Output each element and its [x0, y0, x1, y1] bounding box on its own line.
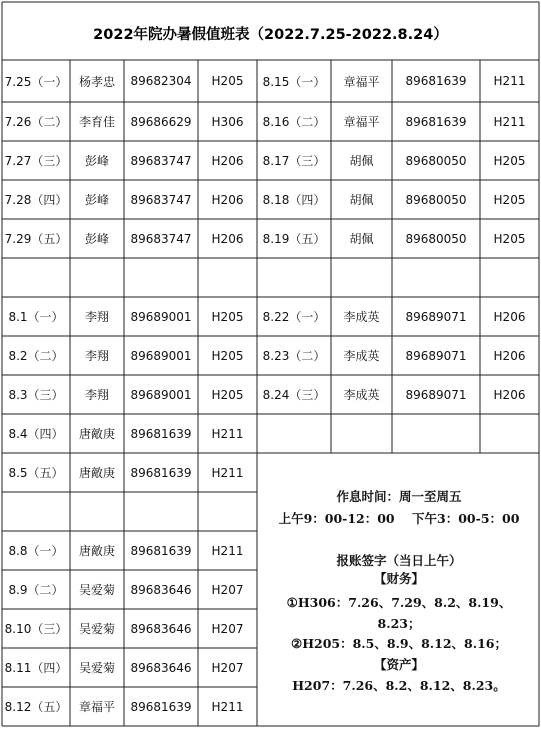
left-date-cell: 8.1（一） [8, 310, 64, 324]
right-room-cell [480, 414, 539, 453]
note-line: 【财务】 [373, 571, 424, 586]
left-name-cell: 吴爱菊 [78, 622, 115, 636]
note-line: 作息时间：周一至周五 [336, 489, 462, 504]
left-name-cell: 李翔 [84, 349, 109, 363]
left-date-cell: 7.25（一） [4, 74, 68, 89]
left-date-cell: 8.9（二） [8, 583, 64, 597]
left-phone-cell: 89689001 [130, 309, 192, 324]
left-room-cell: H207 [211, 582, 244, 597]
left-phone-cell: 89686629 [130, 114, 192, 129]
left-name-cell: 吴爱菊 [78, 661, 115, 675]
left-room-cell: H206 [211, 231, 244, 246]
right-phone-cell [392, 258, 480, 297]
right-name-cell: 李成英 [343, 349, 380, 363]
right-date-cell: 8.23（二） [262, 349, 326, 363]
left-room-cell: H211 [211, 426, 244, 441]
note-line: 【资产】 [373, 657, 424, 672]
right-phone-cell: 89680050 [405, 192, 467, 207]
left-name-cell: 唐敵庚 [78, 544, 115, 558]
left-name-cell: 彭峰 [84, 154, 109, 168]
note-line: 报账签字（当日上午） [336, 553, 462, 568]
right-date-cell [257, 414, 331, 453]
left-date-cell: 7.26（二） [4, 115, 68, 129]
right-name-cell: 章福平 [343, 74, 380, 89]
right-phone-cell: 89689071 [405, 309, 467, 324]
note-line: ①H306：7.26、7.29、8.2、8.19、 [286, 595, 512, 610]
left-name-cell: 唐敵庚 [78, 427, 115, 441]
right-name-cell: 胡佩 [349, 154, 374, 168]
left-date-cell [2, 258, 70, 297]
right-room-cell: H211 [493, 74, 526, 88]
right-date-cell: 8.15（一） [262, 74, 326, 89]
left-date-cell: 7.27（三） [4, 154, 68, 168]
right-date-cell: 8.16（二） [262, 115, 326, 129]
right-phone-cell: 89681639 [405, 74, 467, 88]
left-room-cell: H211 [211, 699, 244, 714]
right-room-cell: H205 [493, 231, 526, 246]
left-name-cell: 吴爱菊 [78, 583, 115, 597]
left-date-cell: 8.8（一） [8, 544, 64, 558]
right-name-cell [331, 258, 392, 297]
left-room-cell: H207 [211, 660, 244, 675]
left-phone-cell: 89681639 [130, 426, 192, 441]
left-room-cell: H207 [211, 621, 244, 636]
left-date-cell: 7.28（四） [4, 193, 68, 207]
right-date-cell: 8.17（三） [262, 154, 326, 168]
left-phone-cell: 89683747 [130, 153, 192, 168]
left-phone-cell: 89689001 [130, 387, 192, 402]
left-name-cell: 章福平 [78, 700, 115, 714]
left-phone-cell [124, 258, 198, 297]
note-line: H207：7.26、8.2、8.12、8.23。 [292, 678, 506, 693]
right-date-cell: 8.19（五） [262, 232, 326, 246]
right-phone-cell: 89681639 [405, 114, 467, 129]
right-room-cell: H205 [493, 153, 526, 168]
left-phone-cell: 89683646 [130, 660, 192, 675]
left-phone-cell [124, 492, 198, 531]
right-phone-cell: 89680050 [405, 153, 467, 168]
right-date-cell [257, 258, 331, 297]
note-line: ②H205：8.5、8.9、8.12、8.16； [291, 636, 507, 651]
right-phone-cell: 89689071 [405, 387, 467, 402]
note-line: 8.23； [377, 616, 421, 631]
right-room-cell: H205 [493, 192, 526, 207]
left-date-cell: 8.12（五） [4, 700, 68, 714]
right-phone-cell: 89689071 [405, 348, 467, 363]
left-date-cell: 8.10（三） [4, 622, 68, 636]
right-name-cell: 胡佩 [349, 232, 374, 246]
right-date-cell: 8.24（三） [262, 388, 326, 402]
right-name-cell: 胡佩 [349, 193, 374, 207]
left-name-cell: 彭峰 [84, 232, 109, 246]
left-name-cell: 唐敵庚 [78, 466, 115, 480]
right-phone-cell [392, 414, 480, 453]
left-room-cell: H205 [211, 348, 244, 363]
right-room-cell: H206 [493, 348, 526, 363]
left-phone-cell: 89681639 [130, 543, 192, 558]
left-phone-cell: 89683747 [130, 192, 192, 207]
left-room-cell [198, 258, 257, 297]
left-name-cell: 李育佳 [78, 115, 115, 129]
right-room-cell: H206 [493, 309, 526, 324]
left-phone-cell: 89681639 [130, 699, 192, 714]
left-phone-cell: 89683747 [130, 231, 192, 246]
left-date-cell: 7.29（五） [4, 232, 68, 246]
right-room-cell [480, 258, 539, 297]
left-date-cell: 8.11（四） [4, 661, 68, 675]
page-title: 2022年院办暑假值班表（2022.7.25-2022.8.24） [93, 26, 448, 43]
right-room-cell: H211 [493, 114, 526, 129]
left-room-cell: H205 [211, 387, 244, 402]
left-name-cell [70, 258, 124, 297]
right-name-cell: 李成英 [343, 388, 380, 402]
left-phone-cell: 89683646 [130, 582, 192, 597]
right-date-cell: 8.22（一） [262, 310, 326, 324]
note-line: 上午9：00-12：00 下午3：00-5：00 [278, 511, 520, 526]
left-room-cell: H205 [211, 309, 244, 324]
left-room-cell: H206 [211, 153, 244, 168]
left-name-cell [70, 492, 124, 531]
left-phone-cell: 89681639 [130, 465, 192, 480]
right-name-cell: 章福平 [343, 115, 380, 129]
note-line [257, 530, 541, 550]
right-name-cell [331, 414, 392, 453]
left-room-cell [198, 492, 257, 531]
right-room-cell: H206 [493, 387, 526, 402]
left-room-cell: H206 [211, 192, 244, 207]
left-phone-cell: 89683646 [130, 621, 192, 636]
left-date-cell: 8.2（二） [8, 349, 64, 363]
left-room-cell: H205 [211, 74, 244, 88]
right-name-cell: 李成英 [343, 310, 380, 324]
left-room-cell: H211 [211, 543, 244, 558]
right-phone-cell: 89680050 [405, 231, 467, 246]
left-phone-cell: 89682304 [130, 74, 192, 88]
left-date-cell [2, 492, 70, 531]
left-date-cell: 8.4（四） [8, 427, 64, 441]
left-name-cell: 彭峰 [84, 193, 109, 207]
left-phone-cell: 89689001 [130, 348, 192, 363]
right-date-cell: 8.18（四） [262, 193, 326, 207]
left-name-cell: 李翔 [84, 310, 109, 324]
left-room-cell: H306 [211, 114, 244, 129]
left-date-cell: 8.3（三） [8, 388, 64, 402]
left-name-cell: 李翔 [84, 388, 109, 402]
left-name-cell: 杨孝忠 [78, 74, 115, 89]
left-date-cell: 8.5（五） [8, 466, 64, 480]
left-room-cell: H211 [211, 465, 244, 480]
